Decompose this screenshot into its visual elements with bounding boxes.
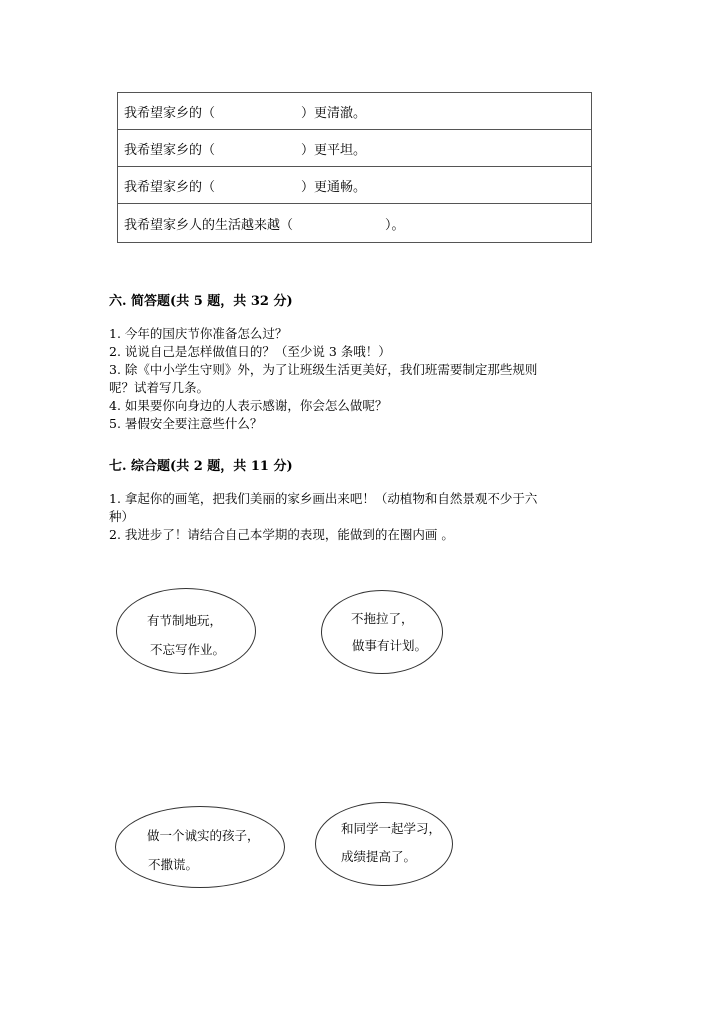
question-item: 呢？试着写几条。 — [109, 380, 210, 395]
table-row — [118, 93, 591, 130]
question-item: 1. 今年的国庆节你准备怎么过？ — [109, 326, 288, 341]
bubble-line-1: 和同学一起学习， — [341, 821, 442, 836]
bubble-line-2: 做事有计划。 — [352, 638, 428, 653]
row-prefix: 我希望家乡的（ — [124, 179, 216, 195]
speech-bubble — [116, 588, 256, 674]
question-item: 5. 暑假安全要注意些什么？ — [109, 416, 263, 431]
row-prefix: 我希望家乡的（ — [124, 142, 216, 158]
speech-bubble — [321, 590, 443, 674]
bubble-line-1: 做一个诚实的孩子， — [147, 828, 260, 843]
row-suffix: ）。 — [385, 217, 405, 233]
row-suffix: ）更平坦。 — [301, 142, 367, 158]
table-row — [118, 167, 591, 204]
section-7-title: 七. 综合题(共 2 题，共 11 分) — [109, 459, 293, 474]
question-item: 4. 如果要你向身边的人表示感谢，你会怎么做呢？ — [109, 398, 388, 413]
question-item: 2. 说说自己是怎样做值日的？（至少说 3 条哦！） — [109, 344, 391, 359]
bubble-line-2: 成绩提高了。 — [341, 849, 417, 864]
row-suffix: ）更清澈。 — [301, 105, 367, 121]
question-item: 3. 除《中小学生守则》外，为了让班级生活更美好，我们班需要制定那些规则 — [109, 362, 538, 377]
speech-bubble — [115, 806, 285, 888]
fill-in-table — [117, 92, 592, 243]
table-row — [118, 204, 591, 242]
row-prefix: 我希望家乡人的生活越来越（ — [124, 217, 294, 233]
row-suffix: ）更通畅。 — [301, 179, 367, 195]
bubble-line-1: 有节制地玩， — [147, 613, 223, 628]
question-item: 2. 我进步了！请结合自己本学期的表现，能做到的在圈内画 。 — [109, 527, 454, 542]
section-6-title: 六. 简答题(共 5 题，共 32 分) — [109, 294, 293, 309]
row-prefix: 我希望家乡的（ — [124, 105, 216, 121]
bubble-line-2: 不撒谎。 — [148, 857, 199, 872]
bubble-line-2: 不忘写作业。 — [150, 642, 226, 657]
question-item: 1. 拿起你的画笔，把我们美丽的家乡画出来吧！（动植物和自然景观不少于六 — [109, 491, 538, 506]
bubble-line-1: 不拖拉了， — [351, 611, 414, 626]
table-row — [118, 130, 591, 167]
speech-bubble — [315, 802, 453, 886]
question-item: 种） — [109, 509, 135, 524]
